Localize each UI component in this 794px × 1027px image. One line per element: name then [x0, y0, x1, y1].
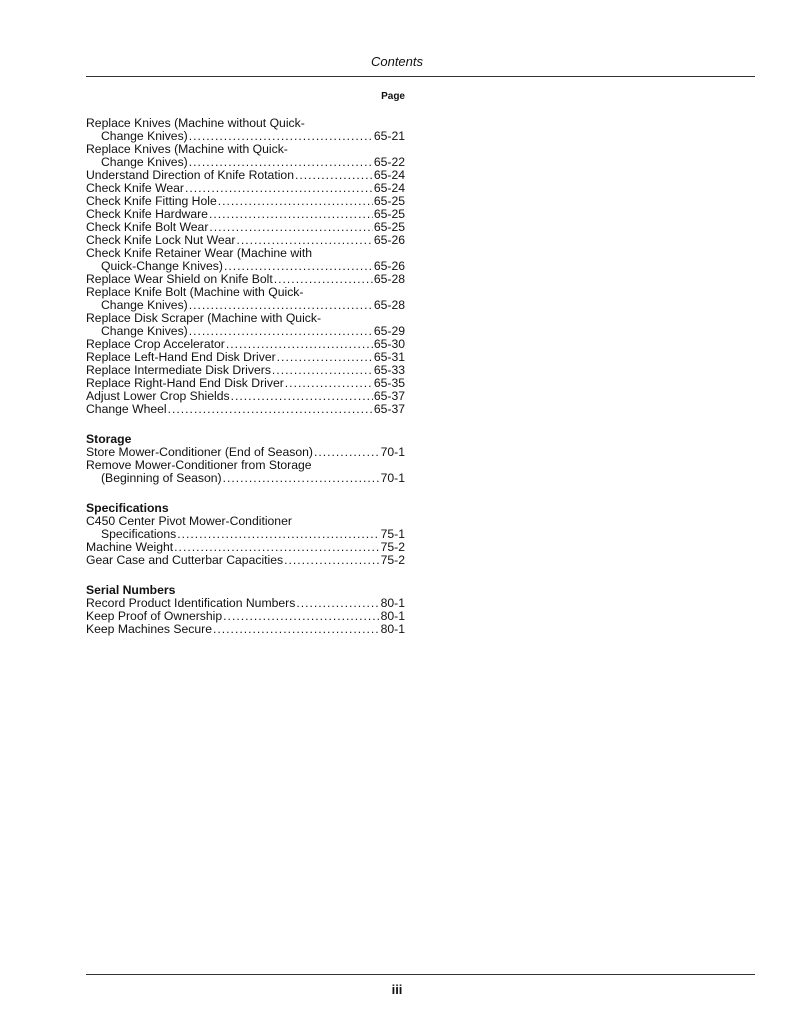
toc-entry-title: Quick-Change Knives) — [101, 259, 223, 273]
toc-page-number: 65-25 — [373, 207, 405, 221]
toc-page-number: 65-25 — [373, 194, 405, 208]
dot-leader — [168, 403, 373, 416]
dot-leader — [296, 597, 379, 610]
toc-page-number: 65-24 — [373, 168, 405, 182]
toc-entry-title-line: Remove Mower-Conditioner from Storage — [86, 458, 312, 472]
toc-entry-title: Replace Left-Hand End Disk Driver — [86, 350, 276, 364]
toc-page-number: 75-1 — [380, 527, 405, 541]
toc-entry[interactable] — [86, 554, 405, 567]
toc-entry[interactable] — [86, 515, 405, 541]
toc-entry-title-line: Check Knife Retainer Wear (Machine with — [86, 246, 313, 260]
toc-entry[interactable] — [86, 312, 405, 338]
toc-page-number: 65-28 — [373, 298, 405, 312]
toc-page-number: 65-33 — [373, 363, 405, 377]
toc-entry-title: Check Knife Wear — [86, 181, 184, 195]
toc-entry-title: (Beginning of Season) — [101, 471, 222, 485]
toc-page-number: 65-35 — [373, 376, 405, 390]
toc-entry[interactable] — [86, 247, 405, 273]
header-rule — [86, 76, 755, 77]
toc-page-number: 65-37 — [373, 389, 405, 403]
toc-page-number: 65-26 — [373, 233, 405, 247]
page-folio: iii — [391, 982, 403, 997]
toc-entry-title-line: Replace Knives (Machine with Quick- — [86, 142, 288, 156]
toc-entry-title-line: Replace Knife Bolt (Machine with Quick- — [86, 285, 304, 299]
dot-leader — [209, 208, 373, 221]
dot-leader — [284, 554, 379, 567]
toc-entry-title: Replace Intermediate Disk Drivers — [86, 363, 271, 377]
toc-entry-title: Change Knives) — [101, 155, 188, 169]
toc-entry-title: Keep Proof of Ownership — [86, 609, 223, 623]
footer-rule — [86, 974, 755, 975]
toc-page-number: 75-2 — [380, 553, 405, 567]
dot-leader — [272, 364, 373, 377]
toc-page-number: 65-22 — [373, 155, 405, 169]
page-header-title: Contents — [370, 54, 424, 69]
toc-entry[interactable] — [86, 286, 405, 312]
toc-page-number: 65-26 — [373, 259, 405, 273]
toc-page-number: 75-2 — [380, 540, 405, 554]
toc-entry-title: Change Wheel — [86, 402, 167, 416]
table-of-contents — [86, 117, 405, 636]
toc-entry-title-line: C450 Center Pivot Mower-Conditioner — [86, 514, 292, 528]
toc-entry-title-line: Replace Knives (Machine without Quick- — [86, 116, 305, 130]
toc-page-number: 65-31 — [373, 350, 405, 364]
dot-leader — [277, 351, 373, 364]
dot-leader — [223, 472, 380, 485]
toc-page-number: 65-37 — [373, 402, 405, 416]
toc-entry-title: Machine Weight — [86, 540, 174, 554]
toc-entry-title-line: Replace Disk Scraper (Machine with Quick- — [86, 311, 322, 325]
toc-entry-title: Check Knife Hardware — [86, 207, 208, 221]
toc-entry[interactable] — [86, 117, 405, 143]
toc-entry-title: Gear Case and Cutterbar Capacities — [86, 553, 284, 567]
toc-page-number: 65-25 — [373, 220, 405, 234]
toc-entry[interactable] — [86, 459, 405, 485]
toc-entry-title: Change Knives) — [101, 298, 188, 312]
dot-leader — [231, 390, 373, 403]
toc-entry-title: Specifications — [101, 527, 177, 541]
toc-page-number: 65-21 — [373, 129, 405, 143]
toc-entry-title: Record Product Identification Numbers — [86, 596, 296, 610]
dot-leader — [218, 195, 373, 208]
section-heading: Specifications — [86, 501, 169, 515]
toc-entry-title: Understand Direction of Knife Rotation — [86, 168, 294, 182]
toc-page-number: 80-1 — [380, 609, 405, 623]
toc-page-number: 65-28 — [373, 272, 405, 286]
toc-entry-title: Check Knife Lock Nut Wear — [86, 233, 236, 247]
page-column-label: Page — [381, 91, 405, 102]
toc-page-number: 70-1 — [380, 445, 405, 459]
toc-page-number: 70-1 — [380, 471, 405, 485]
dot-leader — [295, 169, 373, 182]
toc-entry[interactable] — [86, 403, 405, 416]
toc-entry-title: Keep Machines Secure — [86, 622, 213, 636]
dot-leader — [177, 528, 379, 541]
toc-entry-title: Change Knives) — [101, 324, 188, 338]
toc-entry-title: Check Knife Fitting Hole — [86, 194, 217, 208]
dot-leader — [285, 377, 373, 390]
toc-entry-title: Replace Crop Accelerator — [86, 337, 225, 351]
toc-entry-title: Change Knives) — [101, 129, 188, 143]
section-heading: Storage — [86, 432, 132, 446]
toc-entry-title: Adjust Lower Crop Shields — [86, 389, 230, 403]
toc-page-number: 65-24 — [373, 181, 405, 195]
toc-entry-title: Store Mower-Conditioner (End of Season) — [86, 445, 313, 459]
toc-page-number: 80-1 — [380, 622, 405, 636]
dot-leader — [213, 623, 380, 636]
toc-page-number: 80-1 — [380, 596, 405, 610]
toc-entry-title: Replace Wear Shield on Knife Bolt — [86, 272, 273, 286]
section-heading: Serial Numbers — [86, 583, 176, 597]
toc-entry[interactable] — [86, 143, 405, 169]
dot-leader — [314, 446, 380, 459]
dot-leader — [223, 610, 379, 623]
toc-entry-title: Replace Right-Hand End Disk Driver — [86, 376, 284, 390]
toc-page-number: 65-30 — [373, 337, 405, 351]
toc-entry-title: Check Knife Bolt Wear — [86, 220, 209, 234]
toc-page-number: 65-29 — [373, 324, 405, 338]
toc-entry[interactable] — [86, 623, 405, 636]
